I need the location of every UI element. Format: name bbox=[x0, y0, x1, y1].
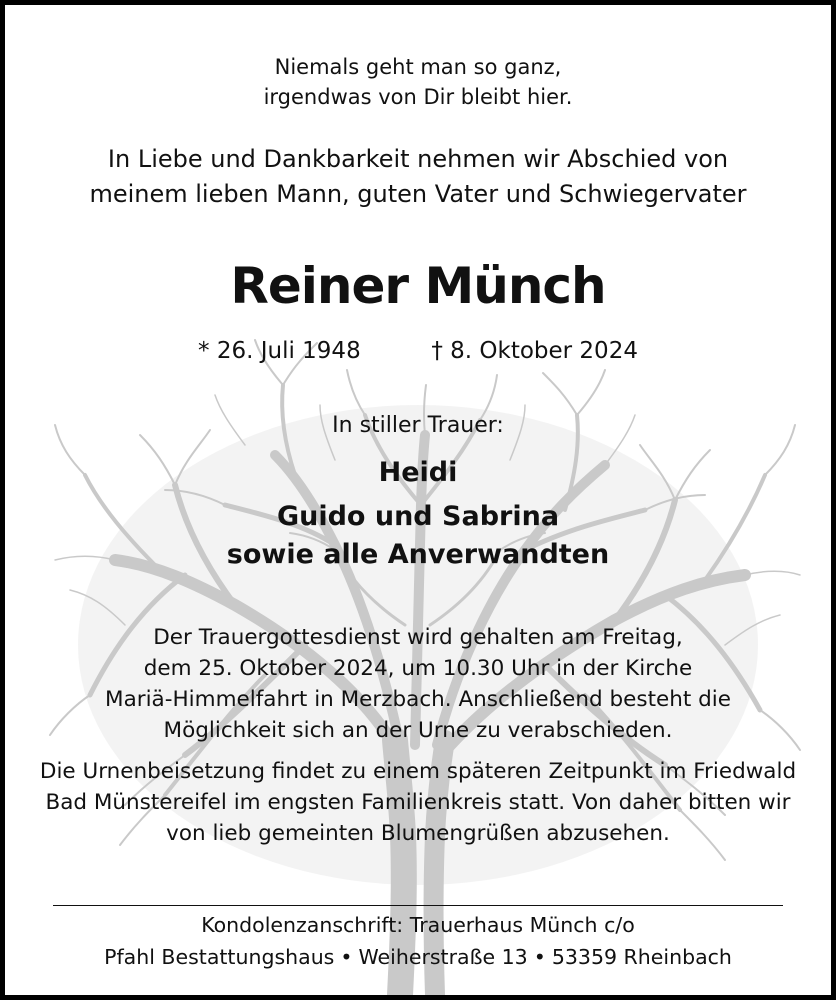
intro-line-1: In Liebe und Dankbarkeit nehmen wir Abschied von bbox=[107, 145, 729, 173]
intro-line-2: meinem lieben Mann, guten Vater und Schwiegervater bbox=[89, 180, 747, 208]
motto-line-2: irgendwas von Dir bleibt hier. bbox=[263, 85, 573, 109]
mourner-3: sowie alle Anverwandten bbox=[226, 539, 610, 570]
mourning-heading: In stiller Trauer: bbox=[332, 413, 504, 438]
city: 53359 Rheinbach bbox=[551, 945, 732, 969]
birth-date: * 26. Juli 1948 bbox=[198, 338, 361, 364]
motto-line-1: Niemals geht man so ganz, bbox=[274, 55, 562, 79]
funeral-home: Pfahl Bestattungshaus bbox=[104, 945, 335, 969]
notice-content bbox=[5, 5, 831, 995]
burial-line-1: Die Urnenbeisetzung findet zu einem späteren Zeitpunkt im Friedwald bbox=[39, 759, 797, 784]
mourner-2: Guido und Sabrina bbox=[276, 501, 560, 532]
burial-line-2: Bad Münstereifel im engsten Familienkreis statt. Von daher bitten wir bbox=[45, 790, 791, 815]
service-line-3: Mariä-Himmelfahrt in Merzbach. Anschließend besteht die bbox=[105, 687, 731, 712]
bullet-separator-1: • bbox=[340, 945, 353, 969]
street: Weiherstraße 13 bbox=[358, 945, 528, 969]
burial-line-3: von lieb gemeinten Blumengrüßen abzusehen. bbox=[166, 821, 670, 846]
life-dates bbox=[5, 338, 831, 364]
service-line-1: Der Trauergottesdienst wird gehalten am Freitag, bbox=[153, 625, 683, 650]
divider-rule bbox=[53, 905, 783, 906]
address-line-2 bbox=[5, 945, 831, 969]
deceased-name: Reiner Münch bbox=[230, 257, 606, 315]
service-line-2: dem 25. Oktober 2024, um 10.30 Uhr in der Kirche bbox=[143, 656, 693, 681]
service-line-4: Möglichkeit sich an der Urne zu verabschieden. bbox=[163, 718, 673, 743]
mourner-1: Heidi bbox=[378, 457, 458, 488]
address-line-1: Kondolenzanschrift: Trauerhaus Münch c/o bbox=[201, 913, 635, 937]
death-date: † 8. Oktober 2024 bbox=[431, 338, 638, 364]
bullet-separator-2: • bbox=[533, 945, 546, 969]
